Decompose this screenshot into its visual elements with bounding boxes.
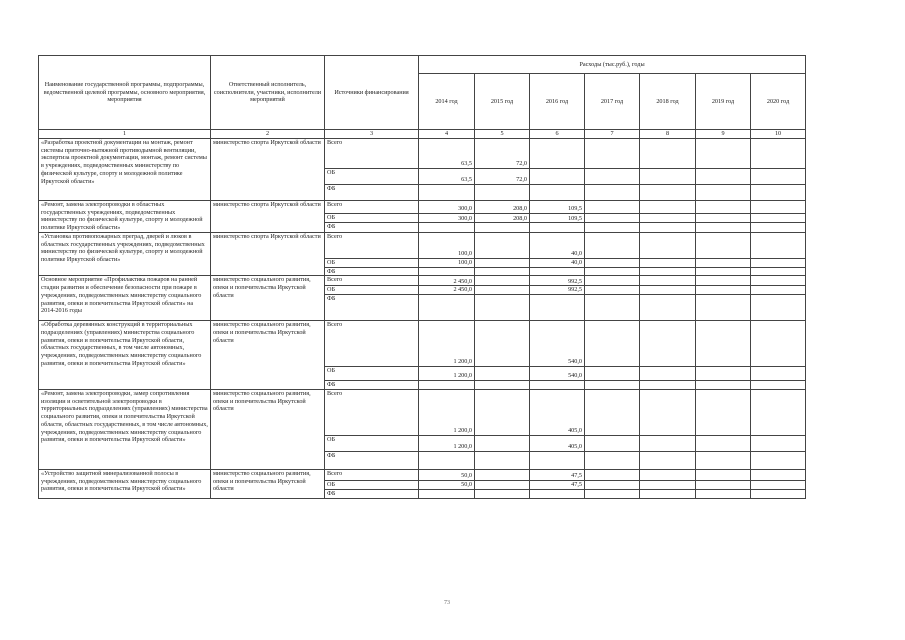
expense-value: 1 200,0: [419, 321, 475, 367]
expense-value: [585, 389, 640, 435]
funding-source: ОБ: [325, 258, 419, 267]
expense-value: [585, 286, 640, 295]
expense-value: [751, 489, 806, 498]
expense-value: [585, 489, 640, 498]
measure-name: Основное мероприятие «Профилактика пожаров на ранней стадии развития и обеспечение безопасности при пожаре в учреждениях, подведомственных министерству социального развития, опеки и попечительства Иркутской области» на 2014-2016 годы: [39, 276, 211, 321]
expense-value: [751, 223, 806, 233]
expense-value: [751, 435, 806, 451]
expense-value: 405,0: [530, 389, 585, 435]
expense-value: [640, 213, 696, 222]
funding-source: Всего: [325, 138, 419, 168]
funding-source: ФБ: [325, 295, 419, 321]
funding-source: ОБ: [325, 480, 419, 489]
expense-value: [475, 184, 530, 200]
expense-value: [475, 258, 530, 267]
expense-value: 300,0: [419, 200, 475, 213]
measure-executor: министерство социального развития, опеки и попечительства Иркутской области: [211, 276, 325, 321]
expense-value: [640, 223, 696, 233]
funding-source: ОБ: [325, 213, 419, 222]
table-row: [39, 389, 806, 435]
expense-value: [640, 184, 696, 200]
expense-value: 47,5: [530, 480, 585, 489]
expense-value: [640, 489, 696, 498]
expense-value: [585, 138, 640, 168]
funding-source: Всего: [325, 200, 419, 213]
expense-value: [530, 381, 585, 390]
table-header: [39, 56, 806, 139]
expense-value: [696, 451, 751, 469]
expense-value: [640, 276, 696, 286]
expense-value: [696, 321, 751, 367]
expense-value: [696, 200, 751, 213]
expense-value: 208,0: [475, 200, 530, 213]
header-year: 2018 год: [640, 74, 696, 130]
expense-value: 72,0: [475, 168, 530, 184]
expense-value: [696, 213, 751, 222]
funding-source: ФБ: [325, 381, 419, 390]
expense-value: 109,5: [530, 200, 585, 213]
expense-value: [585, 213, 640, 222]
expense-value: [475, 223, 530, 233]
expense-value: [640, 435, 696, 451]
expense-value: [751, 480, 806, 489]
measure-name: «Ремонт, замена электропроводки, замер сопротивления изоляции и осветительной электропроводки в территориальных подразделениях (управлениях) министерства социального развития, опеки и попечительства Иркутской области, областных государственных, в том числе автономных, учреждениях, подведомственных министерству социального развития, опеки и попечительства Иркутской области»: [39, 389, 211, 469]
column-number: 3: [325, 130, 419, 139]
expense-value: [475, 451, 530, 469]
expense-value: 50,0: [419, 480, 475, 489]
column-number: 2: [211, 130, 325, 139]
page-number: 73: [444, 600, 450, 606]
expense-value: 2 450,0: [419, 276, 475, 286]
expense-value: [530, 168, 585, 184]
expense-value: [419, 381, 475, 390]
funding-source: ФБ: [325, 451, 419, 469]
expense-value: [585, 232, 640, 258]
expense-value: [696, 184, 751, 200]
expense-value: 40,0: [530, 232, 585, 258]
measure-name: «Ремонт, замена электропроводки в областных государственных учреждениях, подведомственных министерству по физической культуре, спорту и молодежной политике Иркутской области»: [39, 200, 211, 232]
expense-value: 2 450,0: [419, 286, 475, 295]
expense-value: [475, 286, 530, 295]
expense-value: [475, 367, 530, 381]
expense-value: [751, 232, 806, 258]
expense-value: [419, 184, 475, 200]
expense-value: [751, 200, 806, 213]
measure-executor: министерство спорта Иркутской области: [211, 138, 325, 200]
funding-source: ФБ: [325, 267, 419, 276]
expense-value: [696, 232, 751, 258]
column-number: 6: [530, 130, 585, 139]
expense-value: [475, 389, 530, 435]
expense-value: [640, 321, 696, 367]
header-numbers-row: [39, 130, 806, 139]
expense-value: [585, 367, 640, 381]
expense-value: [696, 138, 751, 168]
expense-value: [585, 381, 640, 390]
expense-value: [751, 267, 806, 276]
expense-value: [475, 480, 530, 489]
expense-value: [530, 267, 585, 276]
header-source: Источники финансирования: [325, 56, 419, 130]
expense-value: [585, 321, 640, 367]
expense-value: [751, 138, 806, 168]
column-number: 4: [419, 130, 475, 139]
column-number: 8: [640, 130, 696, 139]
expense-value: [419, 267, 475, 276]
expense-value: [530, 295, 585, 321]
expense-value: [696, 435, 751, 451]
expense-value: [640, 267, 696, 276]
header-year: 2020 год: [751, 74, 806, 130]
header-year: 2015 год: [475, 74, 530, 130]
funding-source: ОБ: [325, 435, 419, 451]
expense-value: [475, 232, 530, 258]
measure-executor: министерство социального развития, опеки и попечительства Иркутской области: [211, 389, 325, 469]
expense-value: [530, 451, 585, 469]
expense-value: [696, 168, 751, 184]
expense-value: [530, 489, 585, 498]
funding-source: Всего: [325, 276, 419, 286]
expense-value: 40,0: [530, 258, 585, 267]
column-number: 10: [751, 130, 806, 139]
expense-value: [585, 480, 640, 489]
expense-value: [696, 267, 751, 276]
expense-value: [751, 184, 806, 200]
expense-value: [640, 286, 696, 295]
expense-value: 63,5: [419, 138, 475, 168]
budget-table: [38, 55, 806, 499]
expense-value: [475, 469, 530, 480]
header-year: 2016 год: [530, 74, 585, 130]
funding-source: ФБ: [325, 184, 419, 200]
expense-value: [419, 223, 475, 233]
header-year: 2019 год: [696, 74, 751, 130]
header-program: Наименование государственной программы, подпрограммы, ведомственной целевой программы, основного мероприятия, мероприятия: [39, 56, 211, 130]
expense-value: [696, 223, 751, 233]
expense-value: 100,0: [419, 232, 475, 258]
expense-value: [585, 223, 640, 233]
expense-value: [585, 200, 640, 213]
column-number: 7: [585, 130, 640, 139]
expense-value: [696, 258, 751, 267]
expense-value: [585, 295, 640, 321]
header-year: 2017 год: [585, 74, 640, 130]
expense-value: [640, 469, 696, 480]
column-number: 1: [39, 130, 211, 139]
expense-value: 540,0: [530, 367, 585, 381]
expense-value: [640, 258, 696, 267]
expense-value: [640, 138, 696, 168]
expense-value: [696, 276, 751, 286]
measure-executor: министерство социального развития, опеки и попечительства Иркутской области: [211, 469, 325, 498]
expense-value: [751, 381, 806, 390]
expense-value: [640, 381, 696, 390]
expense-value: [475, 435, 530, 451]
expense-value: [475, 295, 530, 321]
expense-value: [585, 267, 640, 276]
expense-value: [751, 213, 806, 222]
expense-value: [640, 295, 696, 321]
expense-value: 1 200,0: [419, 435, 475, 451]
measure-name: «Разработка проектной документации на монтаж, ремонт системы приточно-вытяжной противодымной вентиляции, экспертиза проектной документации, монтаж, ремонт системы в учреждениях, подведомственных министерству по физической культуре, спорту и молодежной политике Иркутской области»: [39, 138, 211, 200]
header-expenses: Расходы (тыс.руб.), годы: [419, 56, 806, 74]
expense-value: 50,0: [419, 469, 475, 480]
expense-value: [585, 276, 640, 286]
expense-value: 300,0: [419, 213, 475, 222]
expense-value: 992,5: [530, 276, 585, 286]
expense-value: [751, 286, 806, 295]
header-year: 2014 год: [419, 74, 475, 130]
expense-value: [585, 258, 640, 267]
measure-executor: министерство спорта Иркутской области: [211, 232, 325, 276]
measure-name: «Установка противопожарных преград, дверей и люков в областных государственных учреждениях, подведомственных министерству по физической культуре, спорту и молодежной политике Иркутской области»: [39, 232, 211, 276]
expense-value: [751, 321, 806, 367]
table-row: [39, 321, 806, 367]
expense-value: [696, 489, 751, 498]
expense-value: [475, 489, 530, 498]
expense-value: [751, 389, 806, 435]
expense-value: 109,5: [530, 213, 585, 222]
expense-value: [585, 469, 640, 480]
expense-value: [419, 489, 475, 498]
funding-source: ФБ: [325, 489, 419, 498]
expense-value: [696, 480, 751, 489]
expense-value: [640, 480, 696, 489]
expense-value: [585, 184, 640, 200]
expense-value: 540,0: [530, 321, 585, 367]
expense-value: [475, 321, 530, 367]
expense-value: [640, 367, 696, 381]
expense-value: 992,5: [530, 286, 585, 295]
header-executor: Ответственный исполнитель, соисполнители, участники, исполнители мероприятий: [211, 56, 325, 130]
expense-value: [640, 389, 696, 435]
expense-value: [585, 451, 640, 469]
table-row: [39, 469, 806, 480]
table-body: [39, 138, 806, 498]
expense-value: [475, 267, 530, 276]
table-row: [39, 138, 806, 168]
expense-value: [640, 168, 696, 184]
expense-value: [696, 469, 751, 480]
funding-source: Всего: [325, 232, 419, 258]
expense-value: 72,0: [475, 138, 530, 168]
column-number: 9: [696, 130, 751, 139]
expense-value: [696, 286, 751, 295]
expense-value: 1 200,0: [419, 367, 475, 381]
expense-value: [530, 184, 585, 200]
expense-value: 63,5: [419, 168, 475, 184]
expense-value: [475, 276, 530, 286]
expense-value: [751, 451, 806, 469]
expense-value: 208,0: [475, 213, 530, 222]
expense-value: [475, 381, 530, 390]
measure-name: «Устройство защитной минерализованной полосы в учреждениях, подведомственных министерству социального развития, опеки и попечительства Иркутской области»: [39, 469, 211, 498]
expense-value: [751, 295, 806, 321]
table-row: [39, 200, 806, 213]
measure-executor: министерство социального развития, опеки и попечительства Иркутской области: [211, 321, 325, 390]
expense-value: [696, 367, 751, 381]
funding-source: Всего: [325, 321, 419, 367]
expense-value: [751, 276, 806, 286]
expense-value: [696, 295, 751, 321]
measure-executor: министерство спорта Иркутской области: [211, 200, 325, 232]
expense-value: [696, 381, 751, 390]
funding-source: ОБ: [325, 168, 419, 184]
expense-value: [640, 451, 696, 469]
expense-value: [419, 295, 475, 321]
measure-name: «Обработка деревянных конструкций в территориальных подразделениях (управлениях) министерства социального развития, опеки и попечительства Иркутской области, областных государственных, в том числе автономных, учреждениях, подведомственных министерству социального развития, опеки и попечительства Иркутской области»: [39, 321, 211, 390]
expense-value: 405,0: [530, 435, 585, 451]
funding-source: ОБ: [325, 367, 419, 381]
expense-value: 100,0: [419, 258, 475, 267]
expense-value: [751, 469, 806, 480]
funding-source: ФБ: [325, 223, 419, 233]
expense-value: [751, 367, 806, 381]
expense-value: 47,5: [530, 469, 585, 480]
expense-value: [751, 168, 806, 184]
expense-value: [419, 451, 475, 469]
funding-source: Всего: [325, 469, 419, 480]
expense-value: [751, 258, 806, 267]
expense-value: [640, 232, 696, 258]
expense-value: [530, 223, 585, 233]
table-row: [39, 232, 806, 258]
expense-value: [696, 389, 751, 435]
expense-value: [640, 200, 696, 213]
funding-source: Всего: [325, 389, 419, 435]
expense-value: [530, 138, 585, 168]
table-row: [39, 276, 806, 286]
expense-value: [585, 168, 640, 184]
expense-value: 1 200,0: [419, 389, 475, 435]
expense-value: [585, 435, 640, 451]
column-number: 5: [475, 130, 530, 139]
funding-source: ОБ: [325, 286, 419, 295]
